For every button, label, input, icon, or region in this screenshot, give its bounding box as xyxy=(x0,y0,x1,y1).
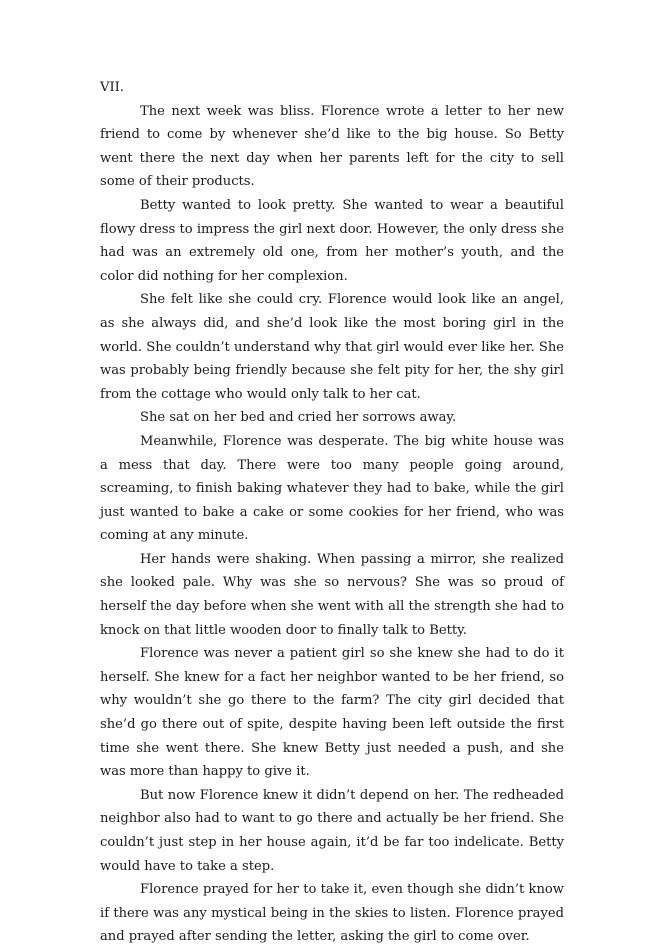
chapter-heading: VII. xyxy=(100,80,124,95)
paragraph: She sat on her bed and cried her sorrows away. xyxy=(140,410,457,426)
paragraph: Her hands were shaking. When passing a mirror, she realized she looked pale. Why was she so nervous? She was so proud of herself the day before when she went with all the strength she had to knock on that little wooden door to finally talk to Betty. xyxy=(100,551,564,638)
paragraph: Florence was never a patient girl so she knew she had to do it herself. She knew for a fact her neighbor wanted to be her friend, so why wouldn’t she go there to the farm? The city girl decided that she’d go there out of spite, despite having been left outside the first time she went there. She knew Betty just needed a push, and she was more than happy to give it. xyxy=(100,646,564,780)
chapter-body xyxy=(100,76,564,949)
paragraph: She felt like she could cry. Florence would look like an angel, as she always did, and she’d look like the most boring girl in the world. She couldn’t understand why that girl would ever like her. She was probably being friendly because she felt pity for her, the shy girl from the cottage who would only talk to her cat. xyxy=(100,292,564,402)
paragraph: Florence prayed for her to take it, even though she didn’t know if there was any mystical being in the skies to listen. Florence prayed and prayed after sending the letter, asking the girl to come over. xyxy=(100,882,564,945)
paragraph: Betty wanted to look pretty. She wanted to wear a beautiful flowy dress to impress the girl next door. However, the only dress she had was an extremely old one, from her mother’s youth, and the color did nothing for her complexion. xyxy=(100,197,564,284)
paragraph: But now Florence knew it didn’t depend on her. The redheaded neighbor also had to want to go there and actually be her friend. She couldn’t just step in her house again, it’d be far too indelicate. Betty would have to take a step. xyxy=(100,787,564,874)
paragraph: Meanwhile, Florence was desperate. The big white house was a mess that day. There were too many people going around, screaming, to finish baking whatever they had to bake, while the girl just wanted to bake a cake or some cookies for her friend, who was coming at any minute. xyxy=(100,433,564,544)
paragraph: The next week was bliss. Florence wrote a letter to her new friend to come by whenever she’d like to the big house. So Betty went there the next day when her parents left for the city to sell some of their products. xyxy=(100,103,564,190)
